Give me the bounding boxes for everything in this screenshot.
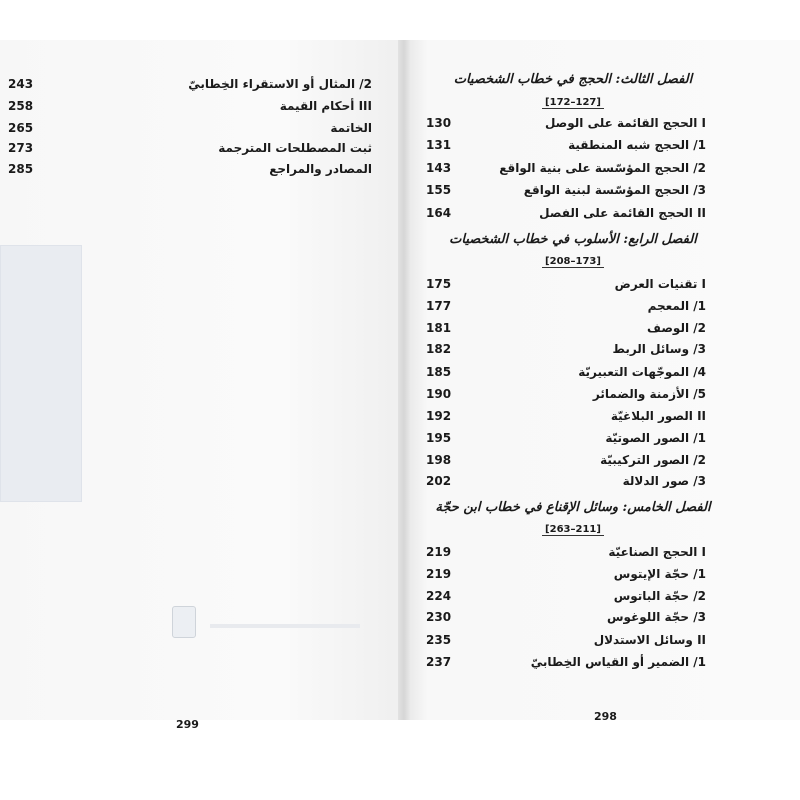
toc-page-number: 258: [8, 99, 34, 113]
toc-entry-title: II الحجج القائمة على الفصل: [539, 206, 706, 220]
toc-page-number: 155: [426, 183, 452, 197]
toc-entry: [426, 277, 706, 297]
toc-page-number: 131: [426, 138, 452, 152]
toc-entry-title: 2/ الحجج المؤسّسة على بنية الواقع: [499, 161, 706, 175]
toc-entry: [426, 116, 706, 136]
toc-entry: [426, 138, 706, 158]
toc-entry-title: I الحجج الصناعيّة: [608, 545, 706, 559]
toc-entry-title: 2/ حجّة الباتوس: [613, 589, 706, 603]
toc-entry: [426, 474, 706, 494]
toc-page-number: 219: [426, 567, 452, 581]
toc-entry: [426, 365, 706, 385]
toc-entry-title: I الحجج القائمة على الوصل: [544, 116, 706, 130]
chapter-heading: الفصل الرابع: الأسلوب في خطاب الشخصيات: [449, 232, 697, 247]
toc-entry-title: III أحكام القيمة: [279, 99, 372, 113]
toc-page-number: 130: [426, 116, 452, 130]
toc-page-number: 175: [426, 277, 452, 291]
toc-page-number: 219: [426, 545, 452, 559]
toc-entry: [426, 321, 706, 341]
toc-entry-title: 3/ الحجج المؤسّسة لبنية الواقع: [523, 183, 706, 197]
toc-page-number: 164: [426, 206, 452, 220]
toc-entry: [8, 77, 372, 97]
toc-entry-title: المصادر والمراجع: [269, 162, 372, 176]
bleed-through-image: [0, 245, 82, 502]
toc-page-number: 235: [426, 633, 452, 647]
toc-entry-title: 2/ الوصف: [647, 321, 706, 335]
toc-entry-title: 5/ الأزمنة والضمائر: [592, 387, 706, 401]
toc-entry: [426, 206, 706, 226]
toc-entry: [8, 121, 372, 141]
toc-entry-title: 4/ الموجّهات التعبيريّة: [578, 365, 706, 379]
chapter-range-text: [263–211]: [542, 524, 604, 536]
page-number-right: 298: [594, 710, 617, 723]
toc-entry-title: 3/ صور الدلالة: [622, 474, 706, 488]
toc-page-number: 230: [426, 610, 452, 624]
toc-entry: [426, 633, 706, 653]
toc-entry-title: ثبت المصطلحات المترجمة: [218, 141, 372, 155]
toc-page-number: 285: [8, 162, 34, 176]
toc-entry: [426, 453, 706, 473]
page-number-left: 299: [176, 718, 199, 731]
toc-entry-title: 1/ الحجج شبه المنطقية: [568, 138, 706, 152]
toc-entry-title: 1/ الصور الصوتيّة: [605, 431, 706, 445]
toc-entry: [426, 655, 706, 675]
toc-page-number: 224: [426, 589, 452, 603]
chapter-heading: الفصل الثالث: الحجج في خطاب الشخصيات: [453, 72, 693, 87]
toc-page-number: 265: [8, 121, 34, 135]
toc-entry: [426, 589, 706, 609]
toc-entry-title: 1/ حجّة الإيتوس: [613, 567, 706, 581]
toc-entry-title: 2/ المثال أو الاستقراء الخِطابيّ: [188, 77, 372, 91]
toc-entry: [8, 141, 372, 161]
toc-entry-title: II الصور البلاغيّة: [610, 409, 706, 423]
book-gutter: [398, 40, 410, 720]
toc-entry-title: II وسائل الاستدلال: [593, 633, 706, 647]
toc-page-number: 273: [8, 141, 34, 155]
toc-page-number: 185: [426, 365, 452, 379]
toc-page-number: 192: [426, 409, 452, 423]
toc-entry: [8, 162, 372, 182]
toc-entry-title: 1/ المعجم: [647, 299, 706, 313]
toc-entry-title: 1/ الضمير أو القياس الخِطابيّ: [530, 655, 706, 669]
chapter-page-range: [430, 256, 716, 267]
toc-entry-title: I تقنيات العرض: [614, 277, 706, 291]
toc-page-number: 237: [426, 655, 452, 669]
toc-entry: [426, 387, 706, 407]
chapter-page-range: [430, 524, 716, 535]
bleed-through-line: [210, 624, 360, 628]
toc-entry: [8, 99, 372, 119]
toc-entry-title: 2/ الصور التركيبيّة: [600, 453, 706, 467]
toc-page-number: 182: [426, 342, 452, 356]
toc-page-number: 143: [426, 161, 452, 175]
chapter-page-range: [430, 97, 716, 108]
toc-entry: [426, 431, 706, 451]
toc-page-number: 181: [426, 321, 452, 335]
toc-entry: [426, 299, 706, 319]
chapter-heading: الفصل الخامس: وسائل الإقناع في خطاب ابن حجّة: [435, 500, 711, 515]
toc-entry-title: الخاتمة: [330, 121, 372, 135]
toc-entry: [426, 161, 706, 181]
toc-page-number: 190: [426, 387, 452, 401]
toc-entry: [426, 183, 706, 203]
toc-page-number: 202: [426, 474, 452, 488]
toc-page-number: 195: [426, 431, 452, 445]
chapter-range-text: [172–127]: [542, 97, 604, 109]
toc-entry: [426, 409, 706, 429]
chapter-range-text: [208–173]: [542, 256, 604, 268]
toc-entry: [426, 545, 706, 565]
toc-entry: [426, 567, 706, 587]
toc-entry: [426, 342, 706, 362]
toc-page-number: 198: [426, 453, 452, 467]
toc-entry: [426, 610, 706, 630]
toc-page-number: 243: [8, 77, 34, 91]
bleed-through-emblem-icon: [172, 606, 196, 638]
toc-entry-title: 3/ وسائل الربط: [612, 342, 706, 356]
toc-entry-title: 3/ حجّة اللوغوس: [607, 610, 706, 624]
toc-page-number: 177: [426, 299, 452, 313]
